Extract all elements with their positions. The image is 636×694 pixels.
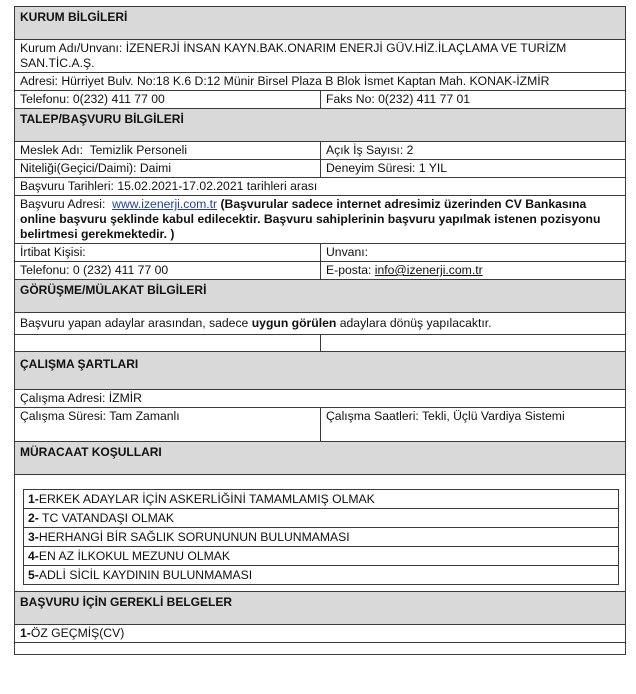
gorusme-blank-row bbox=[15, 335, 625, 352]
calisma-saat-value: Tekli, Üçlü Vardiya Sistemi bbox=[421, 409, 565, 423]
basvuru-adres-row bbox=[15, 196, 625, 244]
calisma-sure-value: Tam Zamanlı bbox=[109, 409, 180, 423]
item-number: 3- bbox=[28, 530, 39, 544]
nitelik-row bbox=[15, 160, 625, 178]
item-number: 1- bbox=[28, 492, 39, 506]
field-label: E-posta: bbox=[326, 263, 372, 277]
field-label: Açık İş Sayısı: bbox=[326, 143, 404, 157]
deneyim-value: 1 YIL bbox=[418, 161, 448, 175]
muracaat-box-row bbox=[15, 475, 625, 592]
list-item bbox=[24, 547, 618, 566]
iletisim-row bbox=[15, 262, 625, 280]
kurum-telefon-row bbox=[15, 91, 625, 109]
conditions-list bbox=[23, 489, 619, 585]
item-number: 4- bbox=[28, 549, 39, 563]
meslek-value: Temizlik Personeli bbox=[89, 143, 188, 157]
section-belgeler-header bbox=[15, 592, 625, 625]
field-label: Başvuru Tarihleri: bbox=[20, 179, 114, 193]
field-label: Faks No: bbox=[326, 92, 375, 106]
tarih-row bbox=[15, 178, 625, 196]
item-text: ADLİ SİCİL KAYDININ BULUNMAMASI bbox=[38, 568, 253, 582]
kurum-adres-row bbox=[15, 73, 625, 91]
section-title: KURUM BİLGİLERİ bbox=[20, 10, 128, 24]
calisma-adres-value: İZMİR bbox=[108, 391, 142, 405]
section-muracaat-header bbox=[15, 442, 625, 475]
kurum-adi-row bbox=[15, 40, 625, 73]
gorusme-text-post: adaylara dönüş yapılacaktır. bbox=[339, 316, 492, 330]
calisma-sure-row bbox=[15, 408, 625, 442]
section-title: BAŞVURU İÇİN GEREKLİ BELGELER bbox=[20, 595, 233, 609]
kurum-faks-value: 0(232) 411 77 01 bbox=[378, 92, 471, 106]
field-label: Telefonu: bbox=[20, 263, 70, 277]
field-label: Unvanı: bbox=[326, 245, 369, 259]
meslek-row bbox=[15, 142, 625, 160]
tarih-value: 15.02.2021-17.02.2021 tarihleri arası bbox=[117, 179, 318, 193]
gorusme-text-row bbox=[15, 313, 625, 335]
acik-is-value: 2 bbox=[406, 143, 414, 157]
nitelik-value: Daimi bbox=[139, 161, 172, 175]
calisma-adres-row bbox=[15, 390, 625, 408]
irtibat-row bbox=[15, 244, 625, 262]
belge-row bbox=[15, 625, 625, 643]
gorusme-text-pre: Başvuru yapan adaylar arasından, sadece bbox=[20, 316, 249, 330]
item-text: ÖZ GEÇMİŞ(CV) bbox=[30, 626, 125, 640]
job-posting-form bbox=[14, 6, 626, 655]
kurum-adi-value: İZENERJİ İNSAN KAYN.BAK.ONARIM ENERJİ GÜV.HİZ.İLAÇLAMA VE TURİZM SAN.TİC.A.Ş. bbox=[20, 41, 567, 70]
section-kurum-header bbox=[15, 7, 625, 40]
field-label: Çalışma Süresi: bbox=[20, 409, 107, 423]
item-number: 5- bbox=[28, 568, 39, 582]
field-label: İrtibat Kişisi: bbox=[20, 245, 86, 259]
section-title: GÖRÜŞME/MÜLAKAT BİLGİLERİ bbox=[20, 283, 207, 297]
section-title: TALEP/BAŞVURU BİLGİLERİ bbox=[20, 112, 184, 126]
item-number: 1- bbox=[20, 626, 31, 640]
email-link[interactable]: info@izenerji.com.tr bbox=[374, 263, 483, 277]
field-label: Telefonu: bbox=[20, 92, 70, 106]
item-number: 2- bbox=[28, 511, 39, 525]
talep-telefon-value: 0 (232) 411 77 00 bbox=[72, 263, 169, 277]
list-item bbox=[24, 509, 618, 528]
list-item bbox=[24, 528, 618, 547]
list-item bbox=[24, 490, 618, 509]
list-item bbox=[24, 566, 618, 585]
field-label: Niteliği(Geçici/Daimi): bbox=[20, 161, 137, 175]
gorusme-text-bold: uygun görülen bbox=[251, 316, 337, 330]
item-text: HERHANGİ BİR SAĞLIK SORUNUNUN BULUNMAMASI bbox=[38, 530, 350, 544]
section-gorusme-header bbox=[15, 280, 625, 313]
item-text: TC VATANDAŞI OLMAK bbox=[42, 511, 175, 525]
field-label: Deneyim Süresi: bbox=[326, 161, 416, 175]
kurum-adres-value: Hürriyet Bulv. No:18 K.6 D:12 Münir Birsel Plaza B Blok İsmet Kaptan Mah. KONAK-İZMİR bbox=[61, 74, 550, 88]
field-label: Çalışma Adresi: bbox=[20, 391, 106, 405]
section-title: ÇALIŞMA ŞARTLARI bbox=[20, 357, 139, 371]
kurum-telefon-value: 0(232) 411 77 00 bbox=[72, 92, 165, 106]
basvuru-note: (Başvurular sadece internet adresimiz üzerinden CV Bankasına online başvuru şeklinde kabul edilecektir. Başvuru sahiplerinin başvuru yapılmak istenen pozisyonu belirtmesi gerekmektedir. ) bbox=[20, 197, 601, 241]
item-text: EN AZ İLKOKUL MEZUNU OLMAK bbox=[38, 549, 231, 563]
field-label: Meslek Adı: bbox=[20, 143, 83, 157]
item-text: ERKEK ADAYLAR İÇİN ASKERLİĞİNİ TAMAMLAMIŞ OLMAK bbox=[38, 492, 375, 506]
field-label: Başvuru Adresi: bbox=[20, 197, 106, 211]
section-title: MÜRACAAT KOŞULLARI bbox=[20, 445, 162, 459]
field-label: Çalışma Saatleri: bbox=[326, 409, 419, 423]
section-calisma-header bbox=[15, 352, 625, 390]
website-link[interactable]: www.izenerji.com.tr bbox=[112, 197, 218, 211]
belgeler-blank-row bbox=[15, 643, 625, 655]
field-label: Adresi: bbox=[20, 74, 58, 88]
section-talep-header bbox=[15, 109, 625, 142]
field-label: Kurum Adı/Unvanı: bbox=[20, 41, 123, 55]
